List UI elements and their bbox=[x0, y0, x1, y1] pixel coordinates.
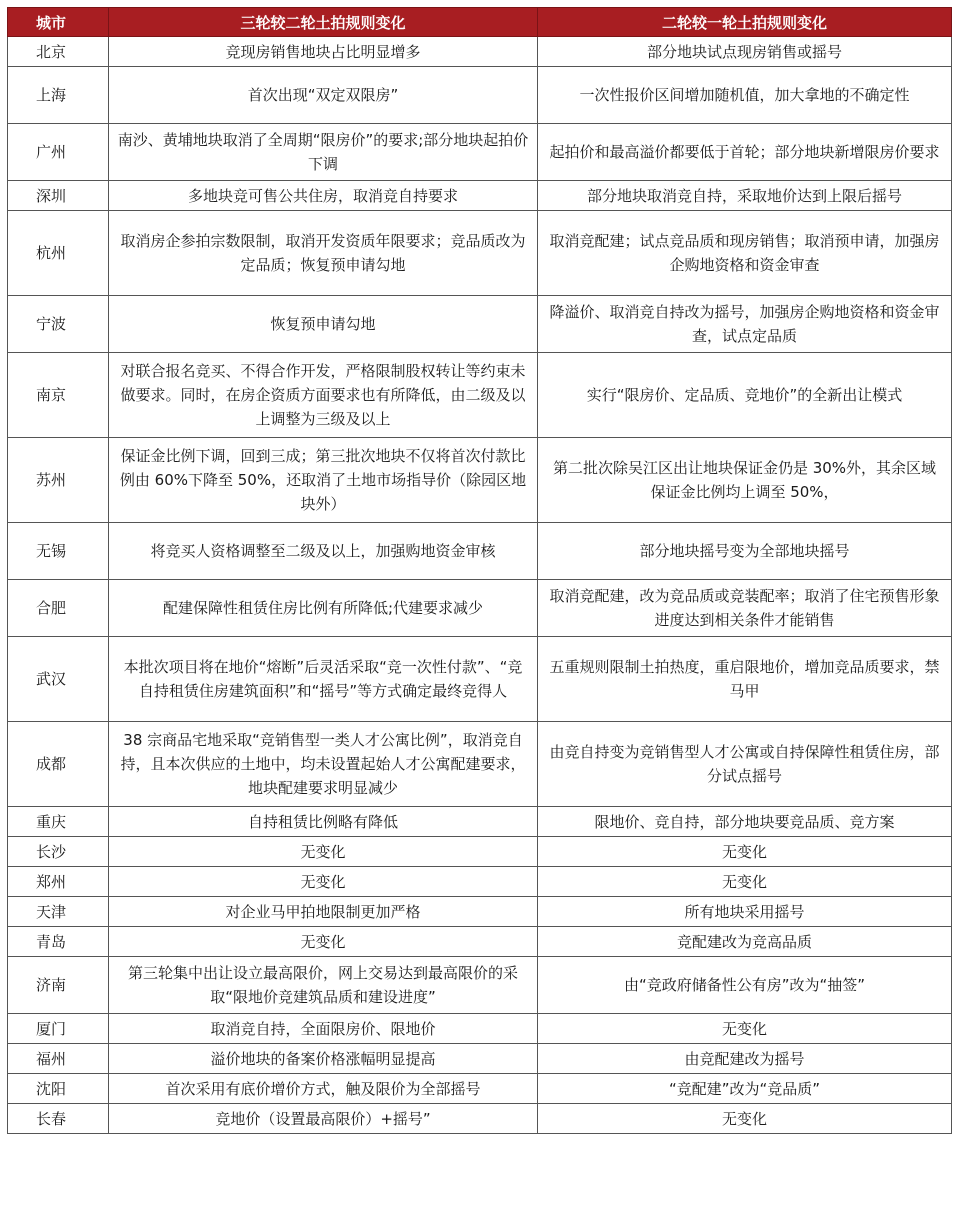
table-row bbox=[8, 580, 952, 637]
city-cell: 无锡 bbox=[8, 523, 109, 580]
table-row bbox=[8, 722, 952, 807]
round2-change-cell: 由“竞政府储备性公有房”改为“抽签” bbox=[538, 957, 952, 1014]
table-row bbox=[8, 867, 952, 897]
round2-change-cell: 第二批次除吴江区出让地块保证金仍是 30%外，其余区域保证金比例均上调至 50%， bbox=[538, 438, 952, 523]
round3-change-cell: 无变化 bbox=[109, 867, 538, 897]
round3-change-cell: 首次出现“双定双限房” bbox=[109, 67, 538, 124]
city-cell: 合肥 bbox=[8, 580, 109, 637]
city-cell: 重庆 bbox=[8, 807, 109, 837]
city-cell: 宁波 bbox=[8, 296, 109, 353]
round3-change-cell: 取消竞自持，全面限房价、限地价 bbox=[109, 1014, 538, 1044]
round2-change-cell: 由竞配建改为摇号 bbox=[538, 1044, 952, 1074]
round3-change-cell: 首次采用有底价增价方式，触及限价为全部摇号 bbox=[109, 1074, 538, 1104]
table-row bbox=[8, 1014, 952, 1044]
city-cell: 广州 bbox=[8, 124, 109, 181]
table-row bbox=[8, 927, 952, 957]
city-cell: 长春 bbox=[8, 1104, 109, 1134]
city-cell: 沈阳 bbox=[8, 1074, 109, 1104]
round3-change-cell: 第三轮集中出让设立最高限价，网上交易达到最高限价的采取“限地价竞建筑品质和建设进度” bbox=[109, 957, 538, 1014]
table-header bbox=[8, 8, 952, 37]
city-cell: 深圳 bbox=[8, 181, 109, 211]
table-row bbox=[8, 897, 952, 927]
round2-change-cell: 取消竞配建，改为竞品质或竞装配率；取消了住宅预售形象进度达到相关条件才能销售 bbox=[538, 580, 952, 637]
table-row bbox=[8, 807, 952, 837]
table-row bbox=[8, 67, 952, 124]
table-row bbox=[8, 523, 952, 580]
header-round3-vs-round2: 三轮较二轮土拍规则变化 bbox=[109, 8, 538, 37]
round2-change-cell: 部分地块试点现房销售或摇号 bbox=[538, 37, 952, 67]
table-row bbox=[8, 957, 952, 1014]
table-row bbox=[8, 637, 952, 722]
city-cell: 上海 bbox=[8, 67, 109, 124]
city-cell: 福州 bbox=[8, 1044, 109, 1074]
city-cell: 苏州 bbox=[8, 438, 109, 523]
round2-change-cell: 限地价、竞自持，部分地块要竞品质、竞方案 bbox=[538, 807, 952, 837]
round2-change-cell: 竞配建改为竞高品质 bbox=[538, 927, 952, 957]
city-cell: 武汉 bbox=[8, 637, 109, 722]
table-row bbox=[8, 181, 952, 211]
round3-change-cell: 恢复预申请勾地 bbox=[109, 296, 538, 353]
round3-change-cell: 本批次项目将在地价“熔断”后灵活采取“竞一次性付款”、“竞自持租赁住房建筑面积”和“摇号”等方式确定最终竞得人 bbox=[109, 637, 538, 722]
round3-change-cell: 竞现房销售地块占比明显增多 bbox=[109, 37, 538, 67]
round3-change-cell: 对联合报名竞买、不得合作开发，严格限制股权转让等约束未做要求。同时，在房企资质方面要求也有所降低，由二级及以上调整为三级及以上 bbox=[109, 353, 538, 438]
table-row bbox=[8, 1104, 952, 1134]
table-row bbox=[8, 37, 952, 67]
round2-change-cell: 部分地块取消竞自持，采取地价达到上限后摇号 bbox=[538, 181, 952, 211]
round2-change-cell: 一次性报价区间增加随机值，加大拿地的不确定性 bbox=[538, 67, 952, 124]
city-cell: 北京 bbox=[8, 37, 109, 67]
round3-change-cell: 自持租赁比例略有降低 bbox=[109, 807, 538, 837]
header-row bbox=[8, 8, 952, 37]
city-cell: 济南 bbox=[8, 957, 109, 1014]
table-row bbox=[8, 438, 952, 523]
round2-change-cell: 部分地块摇号变为全部地块摇号 bbox=[538, 523, 952, 580]
round3-change-cell: 对企业马甲拍地限制更加严格 bbox=[109, 897, 538, 927]
round3-change-cell: 多地块竞可售公共住房，取消竞自持要求 bbox=[109, 181, 538, 211]
round2-change-cell: 无变化 bbox=[538, 867, 952, 897]
city-cell: 青岛 bbox=[8, 927, 109, 957]
table-row bbox=[8, 1044, 952, 1074]
round3-change-cell: 溢价地块的备案价格涨幅明显提高 bbox=[109, 1044, 538, 1074]
city-cell: 长沙 bbox=[8, 837, 109, 867]
round3-change-cell: 将竞买人资格调整至二级及以上，加强购地资金审核 bbox=[109, 523, 538, 580]
table-row bbox=[8, 296, 952, 353]
city-cell: 杭州 bbox=[8, 211, 109, 296]
round2-change-cell: 五重规则限制土拍热度，重启限地价，增加竞品质要求，禁马甲 bbox=[538, 637, 952, 722]
header-city: 城市 bbox=[8, 8, 109, 37]
round2-change-cell: 无变化 bbox=[538, 1014, 952, 1044]
table-row bbox=[8, 353, 952, 438]
round2-change-cell: 取消竞配建；试点竞品质和现房销售；取消预申请，加强房企购地资格和资金审查 bbox=[538, 211, 952, 296]
city-cell: 郑州 bbox=[8, 867, 109, 897]
round3-change-cell: 保证金比例下调，回到三成；第三批次地块不仅将首次付款比例由 60%下降至 50%，还取消了土地市场指导价（除园区地块外） bbox=[109, 438, 538, 523]
round2-change-cell: 所有地块采用摇号 bbox=[538, 897, 952, 927]
round2-change-cell: “竞配建”改为“竞品质” bbox=[538, 1074, 952, 1104]
land-auction-rules-table bbox=[7, 7, 952, 1134]
city-cell: 天津 bbox=[8, 897, 109, 927]
city-cell: 厦门 bbox=[8, 1014, 109, 1044]
table-row bbox=[8, 1074, 952, 1104]
table-row bbox=[8, 124, 952, 181]
table-row bbox=[8, 211, 952, 296]
header-round2-vs-round1: 二轮较一轮土拍规则变化 bbox=[538, 8, 952, 37]
round2-change-cell: 实行“限房价、定品质、竞地价”的全新出让模式 bbox=[538, 353, 952, 438]
round3-change-cell: 配建保障性租赁住房比例有所降低;代建要求减少 bbox=[109, 580, 538, 637]
round2-change-cell: 降溢价、取消竞自持改为摇号，加强房企购地资格和资金审查，试点定品质 bbox=[538, 296, 952, 353]
round2-change-cell: 由竞自持变为竞销售型人才公寓或自持保障性租赁住房，部分试点摇号 bbox=[538, 722, 952, 807]
round3-change-cell: 竞地价（设置最高限价）+摇号” bbox=[109, 1104, 538, 1134]
city-cell: 成都 bbox=[8, 722, 109, 807]
round3-change-cell: 38 宗商品宅地采取“竞销售型一类人才公寓比例”，取消竞自持，且本次供应的土地中，均未设置起始人才公寓配建要求，地块配建要求明显减少 bbox=[109, 722, 538, 807]
round3-change-cell: 南沙、黄埔地块取消了全周期“限房价”的要求;部分地块起拍价下调 bbox=[109, 124, 538, 181]
rules-table-container bbox=[7, 7, 951, 1134]
round2-change-cell: 无变化 bbox=[538, 1104, 952, 1134]
round3-change-cell: 无变化 bbox=[109, 837, 538, 867]
table-body bbox=[8, 37, 952, 1134]
city-cell: 南京 bbox=[8, 353, 109, 438]
round2-change-cell: 起拍价和最高溢价都要低于首轮；部分地块新增限房价要求 bbox=[538, 124, 952, 181]
table-row bbox=[8, 837, 952, 867]
round3-change-cell: 无变化 bbox=[109, 927, 538, 957]
round3-change-cell: 取消房企参拍宗数限制，取消开发资质年限要求；竞品质改为定品质；恢复预申请勾地 bbox=[109, 211, 538, 296]
round2-change-cell: 无变化 bbox=[538, 837, 952, 867]
